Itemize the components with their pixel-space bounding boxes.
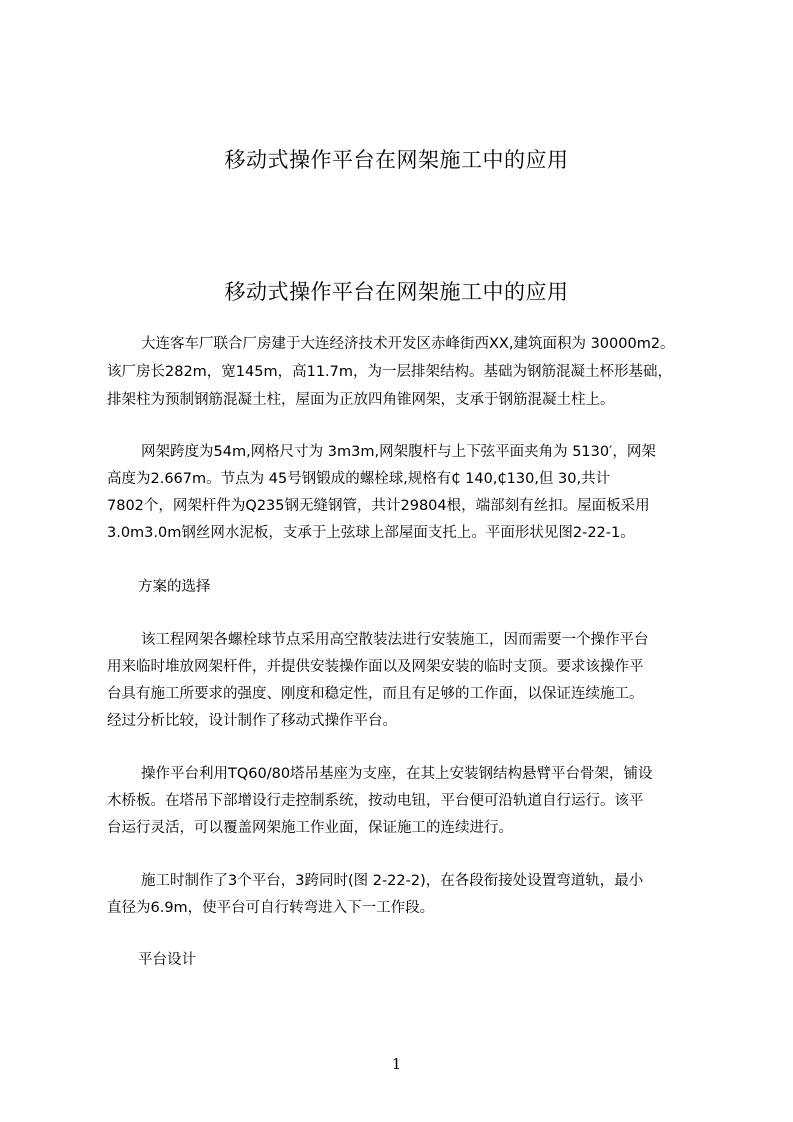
document-title-main: 移动式操作平台在网架施工中的应用 (224, 280, 569, 304)
paragraph-3-line-2: 用来临时堆放网架杆件，并提供安装操作面以及网架安装的临时支顶。要求该操作平 (107, 659, 644, 675)
paragraph-5-line-2: 直径为6.9m，使平台可自行转弯进入下一工作段。 (107, 900, 435, 916)
section-heading-plan-selection: 方案的选择 (138, 579, 211, 595)
paragraph-2-line-1: 网架跨度为54m,网格尺寸为 3m3m,网架腹杆与上下弦平面夹角为 5130′，网架 (141, 444, 656, 460)
paragraph-2-line-4: 3.0m3.0m钢丝网水泥板，支承于上弦球上部屋面支托上。平面形状见图2-22-1。 (107, 525, 635, 541)
section-heading-platform-design: 平台设计 (138, 952, 196, 968)
paragraph-3-line-3: 台具有施工所要求的强度、刚度和稳定性，而且有足够的工作面，以保证连续施工。 (107, 686, 644, 702)
paragraph-3-line-1: 该工程网架各螺栓球节点采用高空散装法进行安装施工，因而需要一个操作平台 (141, 632, 649, 648)
paragraph-4-line-2: 木桥板。在塔吊下部增设行走控制系统，按动电钮，平台便可沿轨道自行运行。该平 (107, 793, 644, 809)
paragraph-1-line-3: 排架柱为预制钢筋混凝土柱，屋面为正放四角锥网架，支承于钢筋混凝土柱上。 (107, 392, 615, 408)
paragraph-1-line-1: 大连客车厂联合厂房建于大连经济技术开发区赤峰街西XX,建筑面积为 30000m2。 (141, 336, 675, 352)
paragraph-4-line-1: 操作平台利用TQ60/80塔吊基座为支座，在其上安装钢结构悬臂平台骨架，铺设 (141, 766, 653, 782)
paragraph-2-line-2: 高度为2.667m。节点为 45号钢锻成的螺栓球,规格有₵ 140,₵130,但 30,共计 (107, 471, 611, 487)
document-title-top: 移动式操作平台在网架施工中的应用 (224, 148, 569, 172)
paragraph-1-line-2: 该厂房长282m，宽145m，高11.7m，为一层排架结构。基础为钢筋混凝土杯形基础， (107, 364, 673, 380)
paragraph-5-line-1: 施工时制作了3个平台，3跨同时(图 2-22-2)，在各段衔接处设置弯道轨，最小 (141, 873, 644, 889)
page-number: 1 (391, 1055, 402, 1073)
paragraph-4-line-3: 台运行灵活，可以覆盖网架施工作业面，保证施工的连续进行。 (107, 820, 513, 836)
paragraph-3-line-4: 经过分析比较，设计制作了移动式操作平台。 (107, 713, 397, 729)
paragraph-2-line-3: 7802个，网架杆件为Q235钢无缝钢管，共计29804根，端部刻有丝扣。屋面板采用 (107, 498, 650, 514)
